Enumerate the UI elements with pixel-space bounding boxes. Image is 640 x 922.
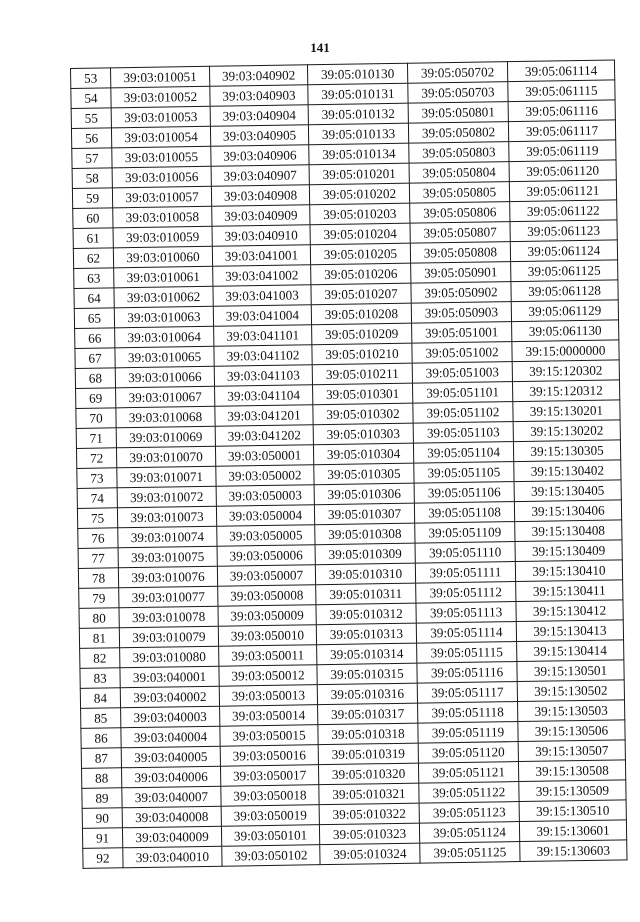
row-number-cell: 64 bbox=[74, 288, 114, 309]
cadastral-cell: 39:03:040909 bbox=[212, 205, 310, 227]
cadastral-cell: 39:05:050805 bbox=[409, 182, 509, 204]
cadastral-cell: 39:05:051112 bbox=[416, 582, 516, 604]
cadastral-cell: 39:15:130410 bbox=[515, 560, 622, 582]
cadastral-cell: 39:03:040003 bbox=[121, 706, 220, 728]
cadastral-cell: 39:05:061122 bbox=[510, 200, 617, 222]
cadastral-cell: 39:05:050801 bbox=[408, 102, 508, 124]
cadastral-cell: 39:03:010067 bbox=[116, 386, 215, 408]
cadastral-cell: 39:05:010311 bbox=[316, 583, 416, 605]
cadastral-cell: 39:05:051125 bbox=[420, 842, 520, 864]
cadastral-cell: 39:05:051119 bbox=[418, 722, 518, 744]
cadastral-cell: 39:05:050802 bbox=[408, 122, 508, 144]
cadastral-cell: 39:03:050007 bbox=[217, 565, 315, 587]
cadastral-cell: 39:15:130503 bbox=[518, 700, 625, 722]
cadastral-cell: 39:05:051002 bbox=[412, 342, 512, 364]
row-number-cell: 72 bbox=[76, 448, 116, 469]
cadastral-cell: 39:05:051115 bbox=[417, 642, 517, 664]
cadastral-cell: 39:05:051118 bbox=[418, 702, 518, 724]
row-number-cell: 78 bbox=[78, 568, 118, 589]
cadastral-cell: 39:03:040005 bbox=[121, 746, 220, 768]
cadastral-cell: 39:15:130507 bbox=[518, 740, 625, 762]
cadastral-cell: 39:03:010063 bbox=[114, 306, 213, 328]
cadastral-cell: 39:03:010055 bbox=[112, 146, 211, 168]
cadastral-cell: 39:03:050008 bbox=[218, 585, 316, 607]
cadastral-cell: 39:15:130508 bbox=[518, 760, 625, 782]
cadastral-cell: 39:03:050001 bbox=[215, 445, 313, 467]
cadastral-cell: 39:05:051111 bbox=[415, 562, 515, 584]
row-number-cell: 61 bbox=[73, 228, 113, 249]
cadastral-cell: 39:05:051109 bbox=[415, 522, 515, 544]
cadastral-cell: 39:03:050017 bbox=[220, 765, 318, 787]
row-number-cell: 76 bbox=[78, 528, 118, 549]
cadastral-cell: 39:05:010303 bbox=[313, 423, 413, 445]
cadastral-cell: 39:03:010064 bbox=[115, 326, 214, 348]
table-body bbox=[71, 60, 627, 868]
cadastral-cell: 39:03:041104 bbox=[215, 385, 313, 407]
cadastral-cell: 39:03:010057 bbox=[112, 186, 211, 208]
cadastral-cell: 39:05:051104 bbox=[413, 442, 513, 464]
cadastral-cell: 39:05:051105 bbox=[414, 462, 514, 484]
cadastral-cell: 39:03:050010 bbox=[218, 625, 316, 647]
cadastral-cell: 39:03:010062 bbox=[114, 286, 213, 308]
cadastral-cell: 39:05:050903 bbox=[411, 302, 511, 324]
cadastral-cell: 39:03:040904 bbox=[210, 105, 308, 127]
cadastral-cell: 39:05:061129 bbox=[511, 300, 618, 322]
cadastral-cell: 39:03:041102 bbox=[214, 345, 312, 367]
cadastral-cell: 39:05:050806 bbox=[410, 202, 510, 224]
cadastral-cell: 39:05:050803 bbox=[409, 142, 509, 164]
cadastral-cell: 39:03:040903 bbox=[210, 85, 308, 107]
cadastral-cell: 39:03:040908 bbox=[211, 185, 309, 207]
cadastral-cell: 39:05:010316 bbox=[317, 683, 417, 705]
cadastral-cell: 39:03:010073 bbox=[117, 506, 216, 528]
cadastral-table bbox=[70, 59, 628, 868]
cadastral-cell: 39:05:010310 bbox=[315, 563, 415, 585]
row-number-cell: 66 bbox=[75, 328, 115, 349]
cadastral-cell: 39:05:051101 bbox=[412, 382, 512, 404]
cadastral-cell: 39:05:051102 bbox=[413, 402, 513, 424]
cadastral-cell: 39:05:010324 bbox=[320, 843, 420, 865]
cadastral-cell: 39:03:050018 bbox=[221, 785, 319, 807]
cadastral-cell: 39:03:041101 bbox=[214, 325, 312, 347]
cadastral-cell: 39:05:061125 bbox=[511, 260, 618, 282]
cadastral-cell: 39:03:010071 bbox=[117, 466, 216, 488]
cadastral-cell: 39:05:061119 bbox=[509, 140, 616, 162]
cadastral-cell: 39:03:041002 bbox=[213, 265, 311, 287]
cadastral-cell: 39:05:051121 bbox=[418, 762, 518, 784]
cadastral-cell: 39:03:010059 bbox=[113, 226, 212, 248]
cadastral-cell: 39:03:010058 bbox=[113, 206, 212, 228]
cadastral-cell: 39:15:130408 bbox=[515, 520, 622, 542]
cadastral-cell: 39:03:010065 bbox=[115, 346, 214, 368]
row-number-cell: 55 bbox=[71, 108, 111, 129]
cadastral-cell: 39:03:040007 bbox=[122, 786, 221, 808]
cadastral-cell: 39:03:040907 bbox=[211, 165, 309, 187]
cadastral-cell: 39:05:010204 bbox=[310, 223, 410, 245]
cadastral-cell: 39:03:010076 bbox=[118, 566, 217, 588]
cadastral-cell: 39:03:040001 bbox=[120, 666, 219, 688]
cadastral-cell: 39:05:010203 bbox=[310, 203, 410, 225]
cadastral-cell: 39:15:130413 bbox=[516, 620, 623, 642]
cadastral-cell: 39:03:050101 bbox=[221, 825, 319, 847]
row-number-cell: 83 bbox=[80, 668, 120, 689]
cadastral-cell: 39:03:040910 bbox=[212, 225, 310, 247]
cadastral-cell: 39:05:010133 bbox=[308, 123, 408, 145]
cadastral-cell: 39:05:061117 bbox=[508, 120, 615, 142]
row-number-cell: 60 bbox=[73, 208, 113, 229]
cadastral-cell: 39:05:050703 bbox=[408, 82, 508, 104]
cadastral-cell: 39:05:010134 bbox=[309, 143, 409, 165]
row-number-cell: 68 bbox=[75, 368, 115, 389]
cadastral-cell: 39:05:010201 bbox=[309, 163, 409, 185]
cadastral-cell: 39:05:051103 bbox=[413, 422, 513, 444]
row-number-cell: 88 bbox=[82, 768, 122, 789]
cadastral-cell: 39:05:061116 bbox=[508, 100, 615, 122]
cadastral-cell: 39:15:130603 bbox=[520, 840, 627, 862]
cadastral-cell: 39:05:010210 bbox=[312, 343, 412, 365]
cadastral-cell: 39:05:010206 bbox=[311, 263, 411, 285]
cadastral-cell: 39:03:040004 bbox=[121, 726, 220, 748]
cadastral-cell: 39:05:050702 bbox=[407, 62, 507, 84]
cadastral-cell: 39:03:010069 bbox=[116, 426, 215, 448]
cadastral-cell: 39:15:130501 bbox=[517, 660, 624, 682]
cadastral-cell: 39:05:061128 bbox=[511, 280, 618, 302]
row-number-cell: 73 bbox=[77, 468, 117, 489]
cadastral-cell: 39:03:010060 bbox=[113, 246, 212, 268]
cadastral-cell: 39:15:130502 bbox=[517, 680, 624, 702]
cadastral-cell: 39:03:010061 bbox=[114, 266, 213, 288]
cadastral-cell: 39:03:010072 bbox=[117, 486, 216, 508]
row-number-cell: 85 bbox=[81, 708, 121, 729]
cadastral-cell: 39:15:120302 bbox=[512, 360, 619, 382]
cadastral-cell: 39:05:010305 bbox=[314, 463, 414, 485]
cadastral-cell: 39:03:041003 bbox=[213, 285, 311, 307]
cadastral-cell: 39:05:061120 bbox=[509, 160, 616, 182]
cadastral-cell: 39:03:050003 bbox=[216, 485, 314, 507]
cadastral-cell: 39:03:050014 bbox=[220, 705, 318, 727]
cadastral-cell: 39:15:130510 bbox=[519, 800, 626, 822]
row-number-cell: 84 bbox=[80, 688, 120, 709]
row-number-cell: 89 bbox=[82, 788, 122, 809]
cadastral-cell: 39:03:041202 bbox=[215, 425, 313, 447]
row-number-cell: 57 bbox=[72, 148, 112, 169]
cadastral-cell: 39:05:051116 bbox=[417, 662, 517, 684]
cadastral-cell: 39:05:050807 bbox=[410, 222, 510, 244]
cadastral-cell: 39:05:010319 bbox=[318, 743, 418, 765]
cadastral-cell: 39:05:051106 bbox=[414, 482, 514, 504]
cadastral-cell: 39:05:010209 bbox=[312, 323, 412, 345]
cadastral-cell: 39:03:050006 bbox=[217, 545, 315, 567]
cadastral-cell: 39:05:010131 bbox=[308, 83, 408, 105]
cadastral-cell: 39:03:010051 bbox=[111, 66, 210, 88]
cadastral-cell: 39:03:010078 bbox=[119, 606, 218, 628]
cadastral-cell: 39:05:051123 bbox=[419, 802, 519, 824]
cadastral-cell: 39:15:130601 bbox=[519, 820, 626, 842]
cadastral-cell: 39:05:010208 bbox=[311, 303, 411, 325]
cadastral-cell: 39:05:010304 bbox=[313, 443, 413, 465]
cadastral-cell: 39:03:010074 bbox=[118, 526, 217, 548]
cadastral-cell: 39:03:010070 bbox=[116, 446, 215, 468]
row-number-cell: 70 bbox=[76, 408, 116, 429]
cadastral-cell: 39:15:130402 bbox=[514, 460, 621, 482]
cadastral-cell: 39:15:130509 bbox=[519, 780, 626, 802]
cadastral-cell: 39:03:041201 bbox=[215, 405, 313, 427]
cadastral-cell: 39:05:010207 bbox=[311, 283, 411, 305]
cadastral-cell: 39:05:051122 bbox=[419, 782, 519, 804]
row-number-cell: 69 bbox=[76, 388, 116, 409]
cadastral-cell: 39:03:050004 bbox=[216, 505, 314, 527]
cadastral-cell: 39:05:010301 bbox=[313, 383, 413, 405]
row-number-cell: 58 bbox=[72, 168, 112, 189]
cadastral-cell: 39:03:010075 bbox=[118, 546, 217, 568]
cadastral-cell: 39:05:010306 bbox=[314, 483, 414, 505]
cadastral-cell: 39:05:051124 bbox=[419, 822, 519, 844]
cadastral-cell: 39:15:130202 bbox=[513, 420, 620, 442]
cadastral-cell: 39:05:010321 bbox=[319, 783, 419, 805]
row-number-cell: 86 bbox=[81, 728, 121, 749]
row-number-cell: 54 bbox=[71, 88, 111, 109]
cadastral-cell: 39:05:010313 bbox=[316, 623, 416, 645]
cadastral-cell: 39:03:050013 bbox=[219, 685, 317, 707]
row-number-cell: 63 bbox=[74, 268, 114, 289]
cadastral-cell: 39:15:130406 bbox=[514, 500, 621, 522]
cadastral-cell: 39:03:010052 bbox=[111, 86, 210, 108]
cadastral-cell: 39:05:050808 bbox=[410, 242, 510, 264]
cadastral-cell: 39:03:050012 bbox=[219, 665, 317, 687]
row-number-cell: 74 bbox=[77, 488, 117, 509]
cadastral-cell: 39:15:130305 bbox=[513, 440, 620, 462]
cadastral-cell: 39:03:050005 bbox=[217, 525, 315, 547]
cadastral-table-wrapper bbox=[70, 59, 628, 868]
cadastral-cell: 39:05:010323 bbox=[319, 823, 419, 845]
cadastral-cell: 39:05:061123 bbox=[510, 220, 617, 242]
cadastral-cell: 39:03:050019 bbox=[221, 805, 319, 827]
cadastral-cell: 39:05:061115 bbox=[508, 80, 615, 102]
cadastral-cell: 39:03:050002 bbox=[216, 465, 314, 487]
cadastral-cell: 39:05:051003 bbox=[412, 362, 512, 384]
cadastral-cell: 39:03:010054 bbox=[111, 126, 210, 148]
cadastral-cell: 39:05:061130 bbox=[512, 320, 619, 342]
cadastral-cell: 39:05:010307 bbox=[314, 503, 414, 525]
cadastral-cell: 39:05:010315 bbox=[317, 663, 417, 685]
row-number-cell: 67 bbox=[75, 348, 115, 369]
cadastral-cell: 39:03:050011 bbox=[219, 645, 317, 667]
cadastral-cell: 39:03:010077 bbox=[119, 586, 218, 608]
cadastral-cell: 39:15:120312 bbox=[512, 380, 619, 402]
row-number-cell: 90 bbox=[82, 808, 122, 829]
cadastral-cell: 39:03:040008 bbox=[122, 806, 221, 828]
row-number-cell: 77 bbox=[78, 548, 118, 569]
cadastral-cell: 39:05:010130 bbox=[307, 63, 407, 85]
cadastral-cell: 39:05:061124 bbox=[510, 240, 617, 262]
cadastral-cell: 39:05:051117 bbox=[417, 682, 517, 704]
cadastral-cell: 39:05:010314 bbox=[317, 643, 417, 665]
cadastral-cell: 39:05:010308 bbox=[315, 523, 415, 545]
row-number-cell: 80 bbox=[79, 608, 119, 629]
cadastral-cell: 39:03:040009 bbox=[122, 826, 221, 848]
row-number-cell: 59 bbox=[72, 188, 112, 209]
cadastral-cell: 39:05:010320 bbox=[318, 763, 418, 785]
cadastral-cell: 39:05:061114 bbox=[507, 60, 614, 82]
cadastral-cell: 39:03:010079 bbox=[119, 626, 218, 648]
cadastral-cell: 39:03:040906 bbox=[211, 145, 309, 167]
cadastral-cell: 39:15:130201 bbox=[513, 400, 620, 422]
cadastral-cell: 39:03:050102 bbox=[222, 845, 320, 867]
cadastral-cell: 39:03:050016 bbox=[220, 745, 318, 767]
cadastral-cell: 39:05:010132 bbox=[308, 103, 408, 125]
cadastral-cell: 39:15:130409 bbox=[515, 540, 622, 562]
cadastral-cell: 39:03:041004 bbox=[213, 305, 311, 327]
cadastral-cell: 39:03:010053 bbox=[111, 106, 210, 128]
cadastral-cell: 39:03:010056 bbox=[112, 166, 211, 188]
row-number-cell: 79 bbox=[79, 588, 119, 609]
row-number-cell: 62 bbox=[73, 248, 113, 269]
cadastral-cell: 39:05:050902 bbox=[411, 282, 511, 304]
cadastral-cell: 39:05:051120 bbox=[418, 742, 518, 764]
cadastral-cell: 39:05:051110 bbox=[415, 542, 515, 564]
cadastral-cell: 39:03:050009 bbox=[218, 605, 316, 627]
cadastral-cell: 39:03:040902 bbox=[209, 65, 307, 87]
row-number-cell: 82 bbox=[80, 648, 120, 669]
page-number: 141 bbox=[310, 40, 330, 55]
cadastral-cell: 39:05:010312 bbox=[316, 603, 416, 625]
row-number-cell: 53 bbox=[71, 68, 111, 89]
cadastral-cell: 39:05:010202 bbox=[309, 183, 409, 205]
row-number-cell: 81 bbox=[79, 628, 119, 649]
cadastral-cell: 39:03:041103 bbox=[214, 365, 312, 387]
cadastral-cell: 39:05:010205 bbox=[310, 243, 410, 265]
cadastral-cell: 39:03:041001 bbox=[212, 245, 310, 267]
cadastral-cell: 39:15:130412 bbox=[516, 600, 623, 622]
cadastral-cell: 39:05:051114 bbox=[416, 622, 516, 644]
row-number-cell: 92 bbox=[83, 848, 123, 869]
cadastral-cell: 39:05:050901 bbox=[411, 262, 511, 284]
cadastral-cell: 39:05:051108 bbox=[414, 502, 514, 524]
cadastral-cell: 39:05:010211 bbox=[312, 363, 412, 385]
cadastral-cell: 39:03:010068 bbox=[116, 406, 215, 428]
cadastral-cell: 39:15:130506 bbox=[518, 720, 625, 742]
row-number-cell: 91 bbox=[82, 828, 122, 849]
cadastral-cell: 39:03:050015 bbox=[220, 725, 318, 747]
cadastral-cell: 39:15:0000000 bbox=[512, 340, 619, 362]
cadastral-cell: 39:05:051113 bbox=[416, 602, 516, 624]
row-number-cell: 75 bbox=[77, 508, 117, 529]
cadastral-cell: 39:03:010080 bbox=[120, 646, 219, 668]
cadastral-cell: 39:15:130414 bbox=[517, 640, 624, 662]
cadastral-cell: 39:05:010302 bbox=[313, 403, 413, 425]
cadastral-cell: 39:03:040905 bbox=[210, 125, 308, 147]
row-number-cell: 56 bbox=[71, 128, 111, 149]
cadastral-cell: 39:03:040010 bbox=[123, 846, 222, 868]
cadastral-cell: 39:03:040002 bbox=[120, 686, 219, 708]
cadastral-cell: 39:05:010317 bbox=[318, 703, 418, 725]
cadastral-cell: 39:03:010066 bbox=[115, 366, 214, 388]
cadastral-cell: 39:05:010309 bbox=[315, 543, 415, 565]
cadastral-cell: 39:03:040006 bbox=[121, 766, 220, 788]
cadastral-cell: 39:15:130405 bbox=[514, 480, 621, 502]
cadastral-cell: 39:15:130411 bbox=[516, 580, 623, 602]
row-number-cell: 65 bbox=[74, 308, 114, 329]
row-number-cell: 71 bbox=[76, 428, 116, 449]
cadastral-cell: 39:05:050804 bbox=[409, 162, 509, 184]
cadastral-cell: 39:05:061121 bbox=[509, 180, 616, 202]
cadastral-cell: 39:05:051001 bbox=[412, 322, 512, 344]
cadastral-cell: 39:05:010318 bbox=[318, 723, 418, 745]
row-number-cell: 87 bbox=[81, 748, 121, 769]
cadastral-cell: 39:05:010322 bbox=[319, 803, 419, 825]
